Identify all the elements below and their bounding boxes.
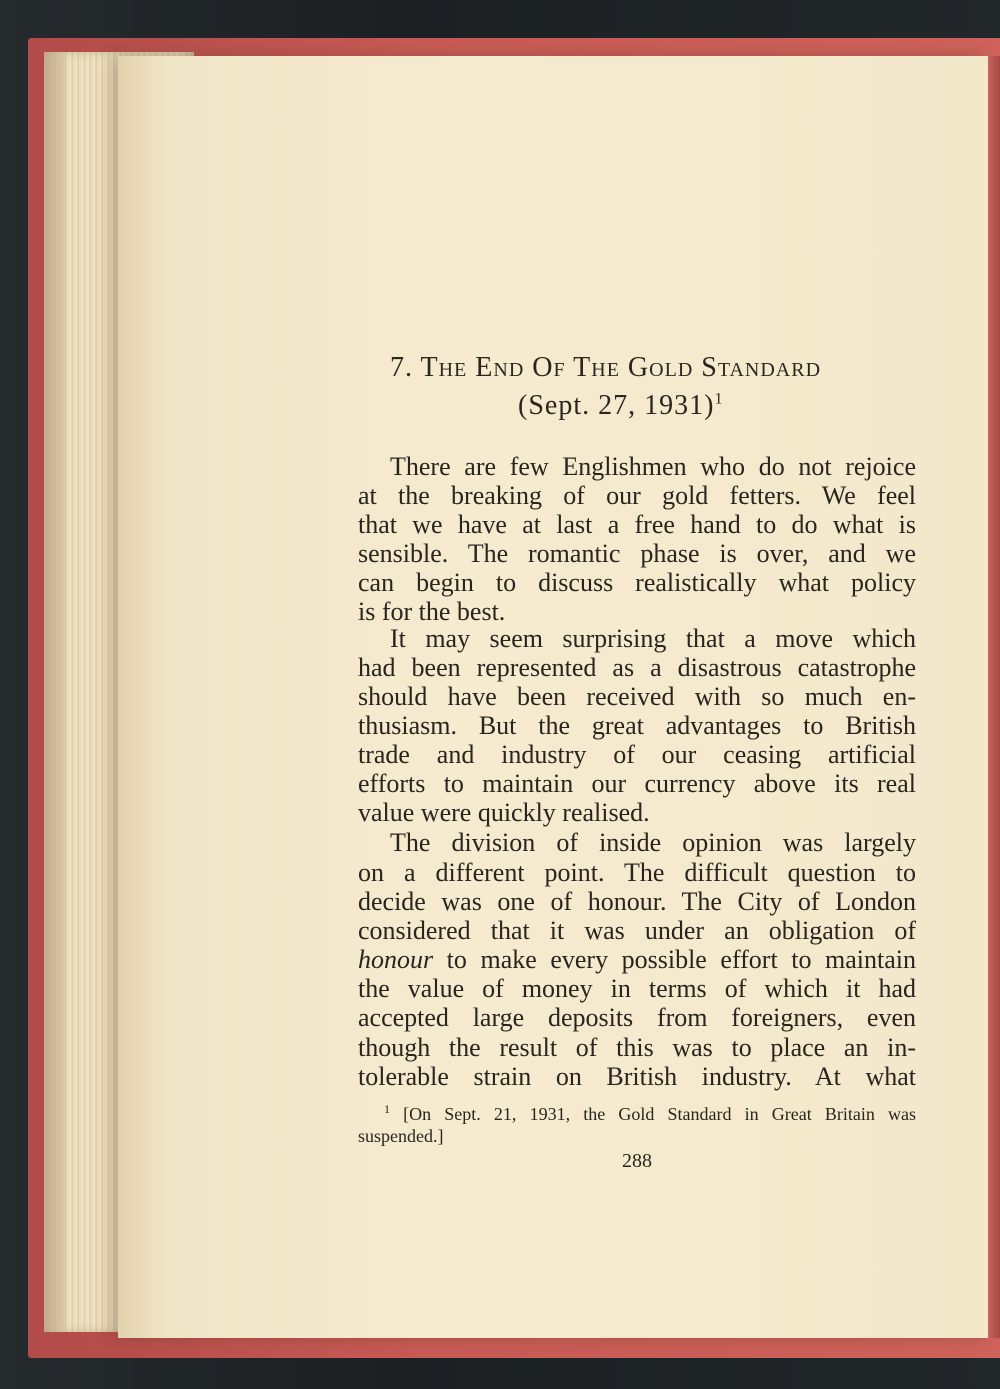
body-line: thusiasm. But the great advantages to British: [358, 711, 916, 740]
footnote-continuation: suspended.]: [358, 1126, 444, 1146]
body-line: trade and industry of our ceasing artificial: [358, 740, 916, 769]
footnote-text: [On Sept. 21, 1931, the Gold Standard in Great Britain was: [403, 1104, 917, 1124]
body-line: efforts to maintain our currency above its real: [358, 769, 916, 798]
chapter-title: THE END OF THE GOLD STANDARD: [420, 352, 822, 383]
body-line: [358, 945, 916, 974]
body-line: on a different point. The difficult question to: [358, 858, 916, 887]
body-line: accepted large deposits from foreigners, even: [358, 1003, 916, 1032]
body-line: It may seem surprising that a move which: [390, 624, 916, 653]
footnote-marker: 1: [384, 1102, 390, 1116]
body-line: though the result of this was to place an in-: [358, 1033, 916, 1062]
body-line: sensible. The romantic phase is over, and we: [358, 539, 916, 568]
body-line: that we have at last a free hand to do what is: [358, 510, 916, 539]
body-line: There are few Englishmen who do not rejoice: [390, 452, 916, 481]
body-line: the value of money in terms of which it had: [358, 974, 916, 1003]
chapter-date: [518, 390, 723, 422]
body-line: decide was one of honour. The City of London: [358, 887, 916, 916]
italic-word: honour: [358, 945, 434, 974]
book-cover-right-edge: [988, 56, 1000, 1338]
body-line: tolerable strain on British industry. At what: [358, 1062, 916, 1091]
chapter-number: 7.: [390, 352, 413, 383]
body-line: should have been received with so much en-: [358, 682, 916, 711]
body-line: The division of inside opinion was largely: [390, 828, 916, 857]
body-line: considered that it was under an obligation of: [358, 916, 916, 945]
body-line: at the breaking of our gold fetters. We feel: [358, 481, 916, 510]
chapter-heading: [390, 352, 821, 384]
body-line: value were quickly realised.: [358, 798, 650, 827]
page-number: 288: [622, 1150, 652, 1172]
body-line: can begin to discuss realistically what policy: [358, 568, 916, 597]
body-line: is for the best.: [358, 597, 506, 626]
footnote-reference: 1: [714, 390, 724, 408]
body-line: had been represented as a disastrous catastrophe: [358, 653, 916, 682]
chapter-date-text: (Sept. 27, 1931): [518, 390, 715, 421]
footnote-line: [384, 1102, 916, 1125]
body-line-rest: to make every possible effort to maintain: [433, 945, 916, 974]
